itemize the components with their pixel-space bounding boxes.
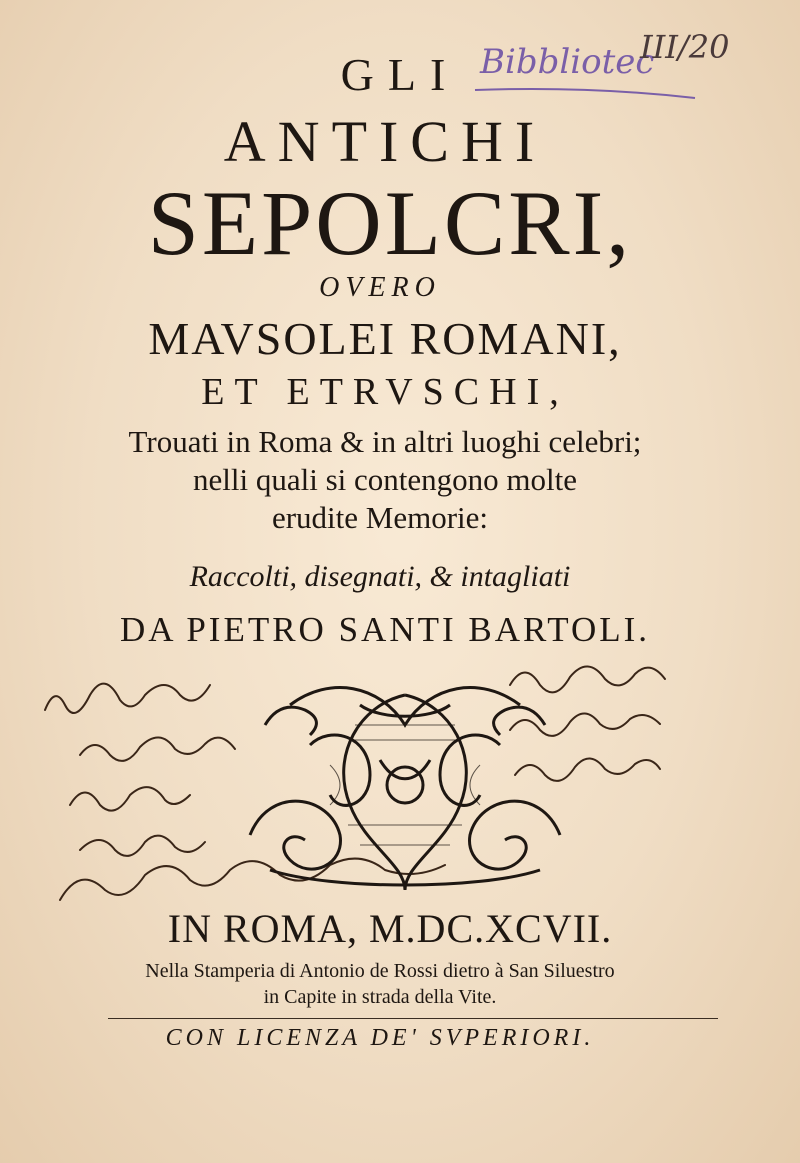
subtitle-line-3: erudite Memorie:	[271, 500, 489, 535]
stamp-text: Bibbliotec	[480, 42, 655, 82]
printer-line-1: Nella Stamperia di Antonio de Rossi dietro à San Siluestro	[145, 960, 615, 982]
license-line: CON LICENZA DE' SVPERIORI.	[165, 1025, 595, 1051]
imprint-place-date: IN ROMA, M.DC.XCVII.	[167, 906, 613, 951]
title-line-gli: GLI	[340, 49, 460, 100]
title-line-overo: OVERO	[319, 272, 441, 303]
printer-line-2: in Capite in strada della Vite.	[263, 986, 497, 1008]
title-line-mausolei: MAVSOLEI ROMANI,	[148, 313, 622, 364]
ornament-vignette	[230, 665, 580, 900]
title-line-etruschi: ET ETRVSCHI,	[201, 371, 569, 413]
divider-rule	[108, 1018, 718, 1019]
credit-line: Raccolti, disegnati, & intagliati	[189, 560, 571, 593]
stamp-shelfmark: III/20	[640, 28, 730, 66]
author-line: DA PIETRO SANTI BARTOLI.	[119, 610, 651, 649]
title-line-antichi: ANTICHI	[223, 109, 547, 174]
title-line-sepolcri: SEPOLCRI,	[147, 172, 633, 274]
subtitle-line-1: Trouati in Roma & in altri luoghi celebri;	[128, 424, 642, 459]
subtitle-line-2: nelli quali si contengono molte	[193, 462, 577, 497]
